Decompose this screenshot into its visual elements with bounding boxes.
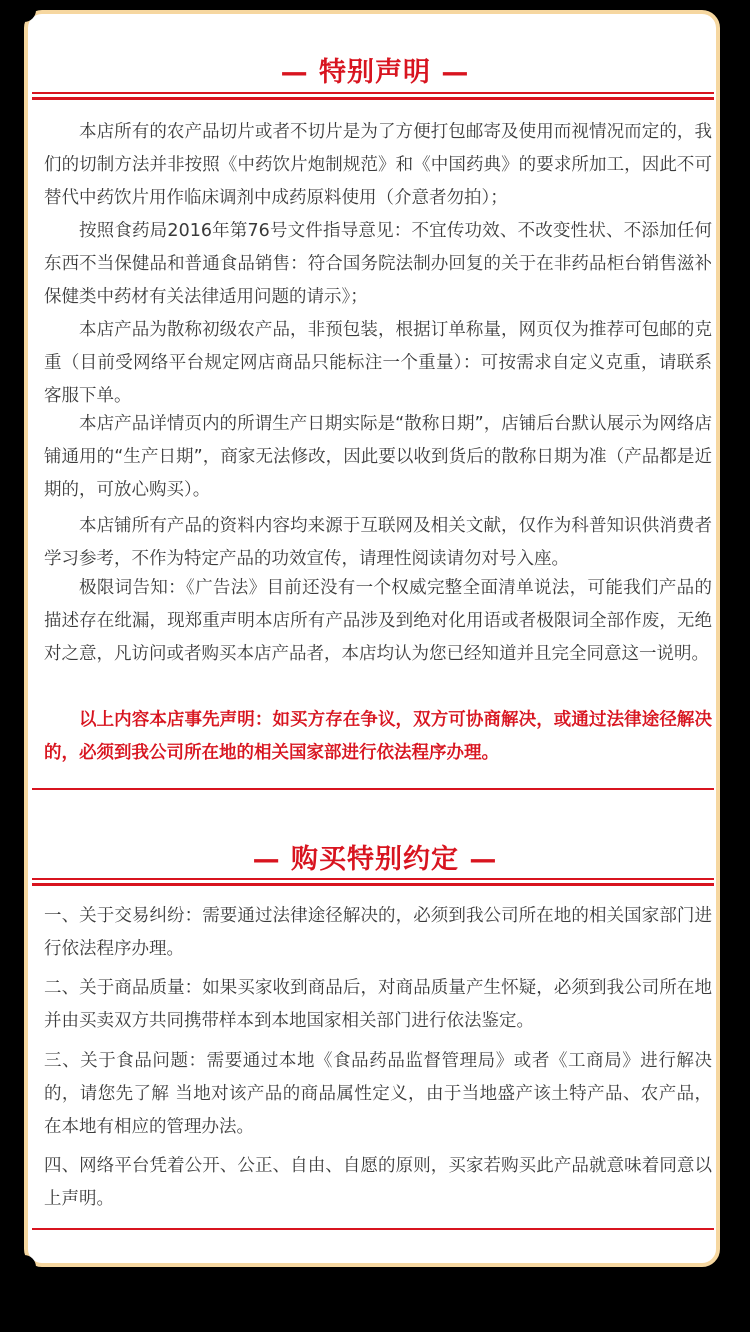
card-corner-top-right (714, 0, 738, 22)
section-bottom-rule (32, 788, 714, 790)
agreement-item: 三、关于食品问题：需要通过本地《食品药品监督管理局》或者《工商局》进行解决的，请您先了解 当地对该产品的商品属性定义，由于当地盛产该土特产品、农产品，在本地有相应的管理办法。 (44, 1051, 712, 1137)
agreement-item: 二、关于商品质量：如果买家收到商品后，对商品质量产生怀疑，必须到我公司所在地并由买卖双方共同携带样本到本地国家相关部门进行依法鉴定。 (44, 978, 712, 1031)
agreement-item: 一、关于交易纠纷：需要通过法律途径解决的，必须到我公司所在地的相关国家部门进行依法程序办理。 (44, 906, 712, 959)
statement-paragraph: 本店所有的农产品切片或者不切片是为了方便打包邮寄及使用而视情况而定的，我们的切制方法并非按照《中药饮片炮制规范》和《中国药典》的要求所加工，因此不可替代中药饮片用作临床调剂中成药原料使用（介意者勿拍）； (44, 122, 712, 208)
section-divider (32, 92, 714, 100)
statement-paragraph: 按照食药局2016年第76号文件指导意见：不宜传功效、不改变性状、不添加任何东西不当保健品和普通食品销售：符合国务院法制办回复的关于在非药品柜台销售滋补保健类中药材有关法律适用问题的请示》； (44, 221, 712, 307)
agreement-item: 四、网络平台凭着公开、公正、自由、自愿的原则，买家若购买此产品就意味着同意以上声明。 (44, 1156, 712, 1209)
section-bottom-rule (32, 1228, 714, 1230)
section-title-purchase-agreement: — 购买特别约定 — (252, 844, 498, 875)
card-corner-bottom-right (714, 1255, 738, 1279)
statement-paragraph: 本店产品为散称初级农产品，非预包装，根据订单称量，网页仅为推荐可包邮的克重（目前受网络平台规定网店商品只能标注一个重量）：可按需求自定义克重，请联系客服下单。 (44, 320, 712, 406)
statement-paragraph: 本店铺所有产品的资料内容均来源于互联网及相关文献，仅作为科普知识供消费者学习参考，不作为特定产品的功效宣传，请理性阅读请勿对号入座。 (44, 516, 712, 569)
statement-paragraph: 极限词告知：《广告法》目前还没有一个权威完整全面清单说法，可能我们产品的描述存在纰漏，现郑重声明本店所有产品涉及到绝对化用语或者极限词全部作废，无绝对之意，凡访问或者购买本店产品者，本店均认为您已经知道并且完全同意这一说明。 (44, 578, 712, 664)
statement-notice: 以上内容本店事先声明：如买方存在争议，双方可协商解决，或通过法律途径解决的，必须到我公司所在地的相关国家部进行依法程序办理。 (44, 710, 712, 763)
section-divider (32, 878, 714, 886)
statement-paragraph: 本店产品详情页内的所谓生产日期实际是“散称日期”，店铺后台默认展示为网络店铺通用的“生产日期”，商家无法修改，因此要以收到货后的散称日期为准（产品都是近期的，可放心购买）。 (44, 414, 712, 500)
section-title-special-statement: — 特别声明 — (280, 57, 470, 88)
card-corner-bottom-left (12, 1255, 36, 1279)
